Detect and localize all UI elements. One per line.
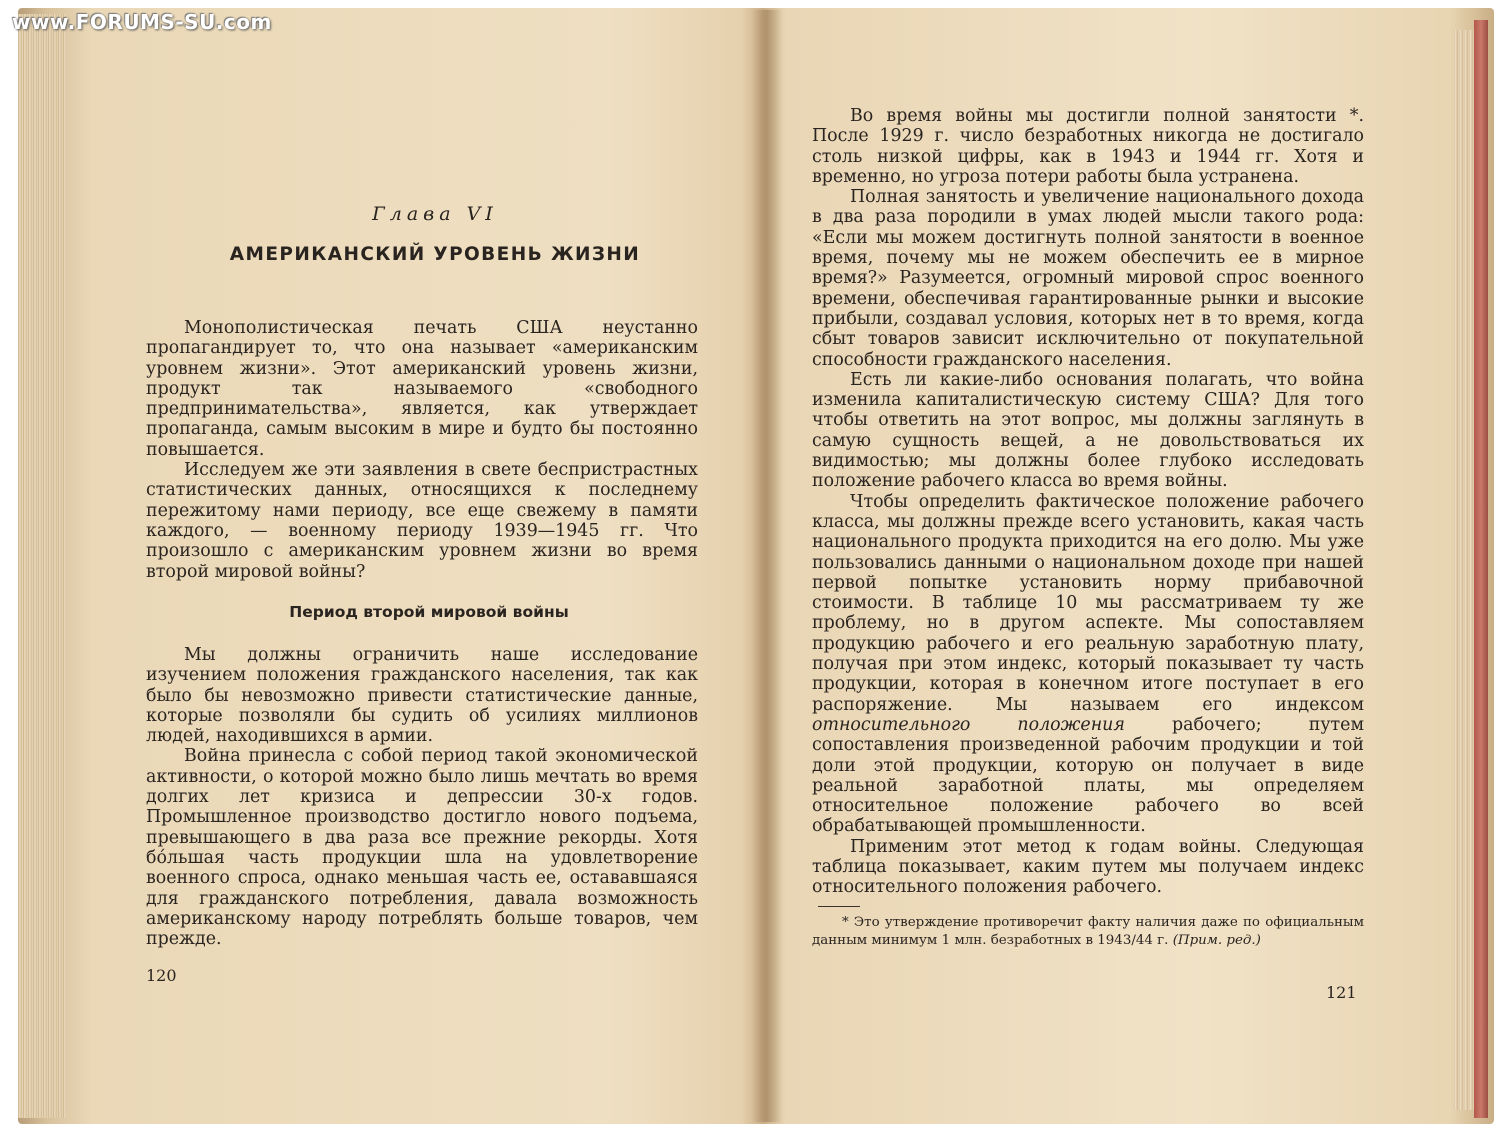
watermark: www.FORUMS-SU.com xyxy=(12,10,272,34)
section-heading: Период второй мировой войны xyxy=(289,603,569,621)
text-run: рабочего; путем сопоставления произведенной рабочим продукции и той доли этой продукции, которую он получает в виде реальной заработной платы, мы определяем относительное положение рабочего во всей обрабатывающей промышленности. xyxy=(812,714,1364,837)
paragraph: Применим этот метод к годам войны. Следующая таблица показывает, каким путем мы получаем индекс относительного положения рабочего. xyxy=(812,836,1364,898)
left-intro-text xyxy=(146,318,698,582)
paragraph: Полная занятость и увеличение национального дохода в два раза породили в умах людей мысли такого рода: «Если мы можем достигнуть полной занятости в военное время, почему мы не можем обеспечить ее в мирное время?» Разумеется, огромный мировой спрос военного времени, обеспечивая гарантированные рынки и высокие прибыли, создавал условия, которых нет в то время, когда сбыт товаров зависит исключительно от покупательной способности гражданского населения. xyxy=(812,187,1364,370)
paragraph: Есть ли какие-либо основания полагать, что война изменила капиталистическую систему США? Для того чтобы ответить на этот вопрос, мы должны заглянуть в самую сущность вещей, а не довольствоваться их видимостью; мы должны более глубоко исследовать положение рабочего класса во время войны. xyxy=(812,369,1364,492)
footnote-text: * Это утверждение противоречит факту наличия даже по официальным данным минимум 1 млн. безработных в 1943/44 г. xyxy=(812,915,1364,948)
paragraph xyxy=(812,492,1364,837)
left-section-text xyxy=(146,645,698,949)
editor-note: (Прим. ред.) xyxy=(1172,932,1261,948)
chapter-label: Глава VI xyxy=(372,203,498,225)
left-page-edges xyxy=(18,14,66,1118)
paragraph: Война принесла с собой период такой экономической активности, о которой можно было лишь мечтать во время долгих лет кризиса и депрессии 30-х годов. Промышленное производство достигло нового подъема, превышающего в два раза все прежние рекорды. Хотя бо́льшая часть продукции шла на удовлетворение военного спроса, однако меньшая часть ее, остававшаяся для гражданского потребления, давала возможность американскому народу потреблять больше товаров, чем прежде. xyxy=(146,746,698,950)
footnote-rule xyxy=(818,906,860,907)
book-gutter xyxy=(752,10,782,1122)
page-number-left: 120 xyxy=(146,966,177,985)
paragraph: Мы должны ограничить наше исследование изучением положения гражданского населения, так как было бы невозможно привести статистические данные, которые позволяли бы судить об усилиях миллионов людей, находившихся в армии. xyxy=(146,645,698,747)
text-run: Чтобы определить фактическое положение рабочего класса, мы должны прежде всего установить, какая часть национального продукта приходится на его долю. Мы уже пользовались данными о национальном доходе при нашей первой попытке установить норму прибавочной стоимости. В таблице 10 мы рассматриваем ту же проблему, но в другом аспекте. Мы сопоставляем продукцию рабочего и его реальную заработную плату, получая при этом индекс, который показывает ту часть продукции, которая в конечном итоге поступает в его распоряжение. Мы называем его индексом xyxy=(812,491,1364,715)
italic-term: относительного положения xyxy=(812,714,1125,735)
page-number-right: 121 xyxy=(1326,983,1357,1002)
paragraph: Во время войны мы достигли полной занятости *. После 1929 г. число безработных никогда не достигало столь низкой цифры, как в 1943 и 1944 гг. Хотя и временно, но угроза потери работы была устранена. xyxy=(812,106,1364,187)
book-cover-edge xyxy=(1474,20,1488,1118)
footnote xyxy=(812,914,1364,949)
right-page-text xyxy=(812,106,1364,898)
paragraph: Монополистическая печать США неустанно пропагандирует то, что она называет «американским уровнем жизни». Этот американский уровень жизни, продукт так называемого «свободного предпринимательства», является, как утверждает пропаганда, самым высоким в мире и будто бы постоянно повышается. xyxy=(146,318,698,460)
paragraph: Исследуем же эти заявления в свете беспристрастных статистических данных, относящихся к последнему пережитому нами периоду, все еще свежему в памяти каждого, — военному периоду 1939—1945 гг. Что произошло с американским уровнем жизни во время второй мировой войны? xyxy=(146,460,698,582)
chapter-title: АМЕРИКАНСКИЙ УРОВЕНЬ ЖИЗНИ xyxy=(229,244,641,265)
